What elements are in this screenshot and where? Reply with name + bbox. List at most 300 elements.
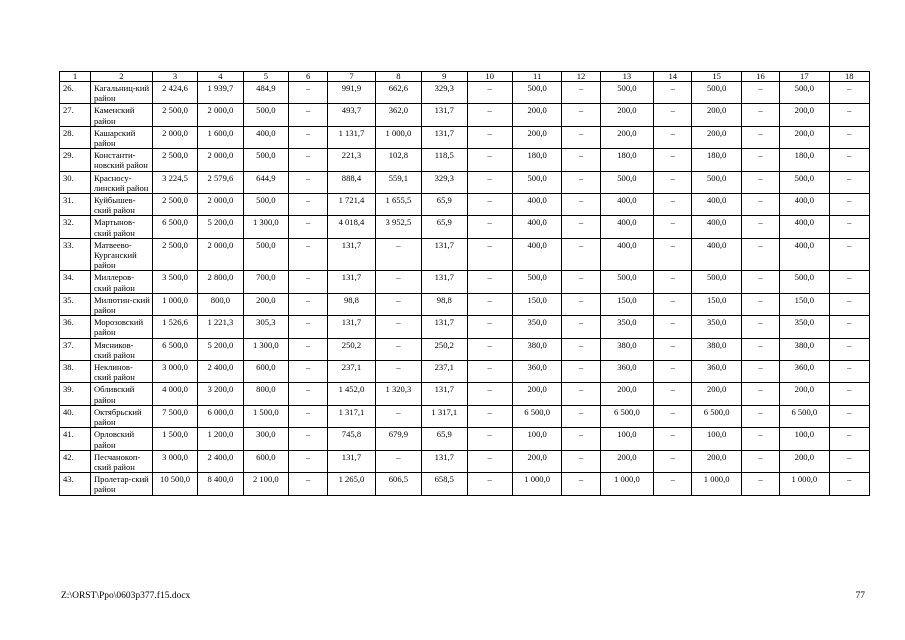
value-cell: 500,0 [692,271,742,293]
value-cell: – [562,383,600,405]
table-row [60,473,870,495]
value-cell: 380,0 [512,338,562,360]
value-cell: 4 018,4 [328,216,375,238]
district-name-cell: Мартынов-ский район [90,216,152,238]
value-cell: – [562,405,600,427]
table-row [60,126,870,148]
value-cell: – [741,338,779,360]
value-cell: 200,0 [512,104,562,126]
value-cell: – [741,450,779,472]
value-cell: 745,8 [328,428,375,450]
value-cell: – [741,216,779,238]
value-cell: – [829,450,869,472]
row-number-cell: 38. [60,361,91,383]
value-cell: 65,9 [422,194,467,216]
district-name-cell: Куйбышев-ский район [90,194,152,216]
column-number-cell: 6 [289,72,328,82]
value-cell: – [829,293,869,315]
value-cell: 200,0 [512,450,562,472]
value-cell: – [562,216,600,238]
value-cell: – [467,338,512,360]
district-name-cell: Кагальниц-кий район [90,82,152,104]
value-cell: – [741,405,779,427]
column-number-cell: 3 [152,72,197,82]
value-cell: – [562,104,600,126]
value-cell: 300,0 [243,428,288,450]
value-cell: 65,9 [422,216,467,238]
value-cell: – [741,428,779,450]
column-number-cell: 11 [512,72,562,82]
value-cell: – [654,271,692,293]
file-path: Z:\ORST\Ppo\0603p377.f15.docx [61,591,191,601]
value-cell: – [829,428,869,450]
value-cell: 400,0 [512,238,562,271]
value-cell: – [467,104,512,126]
row-number-cell: 41. [60,428,91,450]
value-cell: 200,0 [692,126,742,148]
value-cell: – [654,338,692,360]
value-cell: 6 500,0 [152,338,197,360]
value-cell: 150,0 [600,293,654,315]
value-cell: 360,0 [692,361,742,383]
table-body [60,72,870,496]
value-cell: – [562,271,600,293]
column-number-cell: 10 [467,72,512,82]
value-cell: 131,7 [422,126,467,148]
value-cell: 4 000,0 [152,383,197,405]
value-cell: – [654,126,692,148]
value-cell: – [289,194,328,216]
value-cell: 2 000,0 [198,194,243,216]
table-row [60,104,870,126]
value-cell: – [741,293,779,315]
value-cell: 200,0 [600,126,654,148]
value-cell: – [375,316,421,338]
value-cell: 1 939,7 [198,82,243,104]
value-cell: 1 221,3 [198,316,243,338]
value-cell: – [289,238,328,271]
value-cell: 1 500,0 [243,405,288,427]
value-cell: 100,0 [780,428,830,450]
value-cell: 329,3 [422,171,467,193]
row-number-cell: 39. [60,383,91,405]
district-name-cell: Кашарский район [90,126,152,148]
table-row [60,428,870,450]
column-number-row [60,72,870,82]
value-cell: – [289,82,328,104]
value-cell: 1 320,3 [375,383,421,405]
value-cell: – [467,271,512,293]
value-cell: 1 721,4 [328,194,375,216]
column-number-cell: 12 [562,72,600,82]
value-cell: 200,0 [692,383,742,405]
value-cell: 500,0 [780,171,830,193]
value-cell: 380,0 [780,338,830,360]
table-row [60,338,870,360]
value-cell: 1 600,0 [198,126,243,148]
value-cell: 400,0 [780,238,830,271]
value-cell: 493,7 [328,104,375,126]
value-cell: – [741,149,779,171]
value-cell: 8 400,0 [198,473,243,495]
value-cell: – [289,383,328,405]
value-cell: 100,0 [600,428,654,450]
table-row [60,238,870,271]
value-cell: – [562,126,600,148]
row-number-cell: 30. [60,171,91,193]
value-cell: – [829,473,869,495]
column-number-cell: 7 [328,72,375,82]
value-cell: 98,8 [328,293,375,315]
value-cell: 100,0 [692,428,742,450]
column-number-cell: 13 [600,72,654,82]
value-cell: 500,0 [780,271,830,293]
value-cell: – [467,82,512,104]
table-row [60,149,870,171]
value-cell: 3 500,0 [152,271,197,293]
district-name-cell: Миллеров-ский район [90,271,152,293]
value-cell: – [562,171,600,193]
district-name-cell: Обливский район [90,383,152,405]
value-cell: 5 200,0 [198,338,243,360]
value-cell: 200,0 [780,104,830,126]
value-cell: 1 300,0 [243,216,288,238]
value-cell: 1 655,5 [375,194,421,216]
value-cell: – [289,405,328,427]
value-cell: – [829,171,869,193]
value-cell: – [467,428,512,450]
row-number-cell: 26. [60,82,91,104]
value-cell: – [654,82,692,104]
value-cell: – [289,171,328,193]
value-cell: 6 500,0 [780,405,830,427]
value-cell: 500,0 [512,271,562,293]
value-cell: 118,5 [422,149,467,171]
column-number-cell: 17 [780,72,830,82]
value-cell: – [829,338,869,360]
value-cell: 2 000,0 [198,238,243,271]
value-cell: 400,0 [512,194,562,216]
value-cell: 600,0 [243,450,288,472]
value-cell: – [467,361,512,383]
column-number-cell: 18 [829,72,869,82]
value-cell: – [467,473,512,495]
value-cell: 237,1 [422,361,467,383]
value-cell: 500,0 [692,82,742,104]
table-row [60,293,870,315]
value-cell: 200,0 [243,293,288,315]
value-cell: 400,0 [692,238,742,271]
value-cell: 662,6 [375,82,421,104]
value-cell: 380,0 [600,338,654,360]
district-name-cell: Красносу-линский район [90,171,152,193]
value-cell: 500,0 [512,171,562,193]
value-cell: – [654,383,692,405]
value-cell: – [467,293,512,315]
value-cell: – [741,126,779,148]
value-cell: – [654,238,692,271]
value-cell: 500,0 [243,194,288,216]
value-cell: – [289,293,328,315]
value-cell: 1 000,0 [780,473,830,495]
value-cell: 600,0 [243,361,288,383]
column-number-cell: 2 [90,72,152,82]
value-cell: 2 500,0 [152,104,197,126]
value-cell: 500,0 [243,149,288,171]
column-number-cell: 4 [198,72,243,82]
table-row [60,383,870,405]
value-cell: 1 200,0 [198,428,243,450]
value-cell: 180,0 [692,149,742,171]
value-cell: – [741,271,779,293]
value-cell: 1 131,7 [328,126,375,148]
row-number-cell: 31. [60,194,91,216]
value-cell: 1 317,1 [328,405,375,427]
value-cell: 400,0 [692,216,742,238]
district-name-cell: Матвеево-Курганский район [90,238,152,271]
value-cell: 200,0 [600,104,654,126]
value-cell: 200,0 [512,126,562,148]
value-cell: – [741,82,779,104]
value-cell: 400,0 [780,216,830,238]
column-number-cell: 14 [654,72,692,82]
row-number-cell: 34. [60,271,91,293]
value-cell: – [375,361,421,383]
district-name-cell: Неклинов-ский район [90,361,152,383]
value-cell: 2 579,6 [198,171,243,193]
value-cell: – [562,450,600,472]
value-cell: 10 500,0 [152,473,197,495]
value-cell: 606,5 [375,473,421,495]
value-cell: 200,0 [692,450,742,472]
value-cell: – [654,428,692,450]
row-number-cell: 27. [60,104,91,126]
table-row [60,361,870,383]
value-cell: – [562,149,600,171]
value-cell: 400,0 [692,194,742,216]
value-cell: 2 100,0 [243,473,288,495]
value-cell: – [562,238,600,271]
value-cell: – [562,82,600,104]
value-cell: – [829,104,869,126]
value-cell: 1 000,0 [692,473,742,495]
value-cell: – [741,171,779,193]
column-number-cell: 16 [741,72,779,82]
value-cell: – [467,149,512,171]
district-name-cell: Орловский район [90,428,152,450]
value-cell: 6 500,0 [600,405,654,427]
value-cell: – [654,171,692,193]
value-cell: 350,0 [780,316,830,338]
table-row [60,450,870,472]
column-number-cell: 8 [375,72,421,82]
value-cell: 2 000,0 [152,126,197,148]
district-name-cell: Константи-новский район [90,149,152,171]
value-cell: 200,0 [780,126,830,148]
value-cell: 1 452,0 [328,383,375,405]
value-cell: 1 526,6 [152,316,197,338]
value-cell: – [375,271,421,293]
value-cell: 1 500,0 [152,428,197,450]
value-cell: – [562,293,600,315]
value-cell: – [654,361,692,383]
column-number-cell: 5 [243,72,288,82]
value-cell: 350,0 [692,316,742,338]
value-cell: 1 300,0 [243,338,288,360]
value-cell: 800,0 [243,383,288,405]
value-cell: – [289,104,328,126]
table-row [60,194,870,216]
value-cell: – [654,293,692,315]
value-cell: 131,7 [328,450,375,472]
value-cell: 1 000,0 [152,293,197,315]
value-cell: 6 000,0 [198,405,243,427]
value-cell: – [654,216,692,238]
value-cell: 658,5 [422,473,467,495]
value-cell: – [741,473,779,495]
value-cell: 180,0 [600,149,654,171]
value-cell: 2 800,0 [198,271,243,293]
value-cell: – [562,194,600,216]
value-cell: 6 500,0 [512,405,562,427]
value-cell: 250,2 [422,338,467,360]
value-cell: 2 500,0 [152,149,197,171]
value-cell: – [654,316,692,338]
value-cell: 559,1 [375,171,421,193]
value-cell: 2 424,6 [152,82,197,104]
value-cell: 400,0 [600,238,654,271]
value-cell: 2 500,0 [152,194,197,216]
value-cell: – [741,238,779,271]
value-cell: 7 500,0 [152,405,197,427]
row-number-cell: 32. [60,216,91,238]
value-cell: – [289,428,328,450]
value-cell: 200,0 [512,383,562,405]
district-name-cell: Милютин-ский район [90,293,152,315]
value-cell: – [654,405,692,427]
value-cell: 484,9 [243,82,288,104]
value-cell: 131,7 [422,383,467,405]
value-cell: 500,0 [243,104,288,126]
value-cell: 1 000,0 [512,473,562,495]
value-cell: – [741,383,779,405]
value-cell: 2 400,0 [198,450,243,472]
value-cell: – [562,473,600,495]
row-number-cell: 36. [60,316,91,338]
value-cell: – [375,238,421,271]
row-number-cell: 40. [60,405,91,427]
table-row [60,405,870,427]
value-cell: – [467,194,512,216]
value-cell: – [289,473,328,495]
row-number-cell: 28. [60,126,91,148]
table-row [60,271,870,293]
value-cell: 200,0 [600,450,654,472]
value-cell: 400,0 [600,194,654,216]
value-cell: 180,0 [780,149,830,171]
value-cell: 360,0 [780,361,830,383]
value-cell: 888,4 [328,171,375,193]
value-cell: – [829,82,869,104]
value-cell: 500,0 [243,238,288,271]
value-cell: 362,0 [375,104,421,126]
value-cell: 102,8 [375,149,421,171]
value-cell: 2 000,0 [198,104,243,126]
row-number-cell: 35. [60,293,91,315]
value-cell: – [829,149,869,171]
value-cell: – [562,428,600,450]
value-cell: 679,9 [375,428,421,450]
value-cell: 100,0 [512,428,562,450]
value-cell: – [829,271,869,293]
value-cell: – [829,216,869,238]
value-cell: 350,0 [600,316,654,338]
value-cell: – [654,194,692,216]
value-cell: – [741,194,779,216]
value-cell: 150,0 [780,293,830,315]
value-cell: – [654,473,692,495]
value-cell: 360,0 [600,361,654,383]
value-cell: 200,0 [780,383,830,405]
value-cell: 2 500,0 [152,238,197,271]
value-cell: – [467,316,512,338]
row-number-cell: 43. [60,473,91,495]
district-name-cell: Мясников-ский район [90,338,152,360]
row-number-cell: 33. [60,238,91,271]
value-cell: 400,0 [243,126,288,148]
value-cell: 3 952,5 [375,216,421,238]
value-cell: 991,9 [328,82,375,104]
value-cell: – [467,126,512,148]
value-cell: 250,2 [328,338,375,360]
value-cell: 150,0 [512,293,562,315]
row-number-cell: 37. [60,338,91,360]
value-cell: – [829,238,869,271]
value-cell: 5 200,0 [198,216,243,238]
value-cell: 380,0 [692,338,742,360]
value-cell: – [654,104,692,126]
value-cell: 2 000,0 [198,149,243,171]
value-cell: – [829,126,869,148]
value-cell: – [289,450,328,472]
value-cell: 6 500,0 [152,216,197,238]
value-cell: – [289,338,328,360]
table-row [60,171,870,193]
value-cell: 500,0 [692,171,742,193]
district-name-cell: Пролетар-ский район [90,473,152,495]
value-cell: – [741,361,779,383]
value-cell: 131,7 [422,271,467,293]
value-cell: – [289,271,328,293]
value-cell: – [741,104,779,126]
row-number-cell: 42. [60,450,91,472]
value-cell: – [654,450,692,472]
page-number: 77 [855,591,865,601]
value-cell: – [289,316,328,338]
value-cell: 3 200,0 [198,383,243,405]
value-cell: 131,7 [328,316,375,338]
value-cell: 350,0 [512,316,562,338]
district-name-cell: Октябрьский район [90,405,152,427]
value-cell: 6 500,0 [692,405,742,427]
value-cell: 131,7 [422,104,467,126]
column-number-cell: 9 [422,72,467,82]
value-cell: 131,7 [422,238,467,271]
row-number-cell: 29. [60,149,91,171]
value-cell: – [829,383,869,405]
budget-table [59,71,870,496]
value-cell: 500,0 [512,82,562,104]
